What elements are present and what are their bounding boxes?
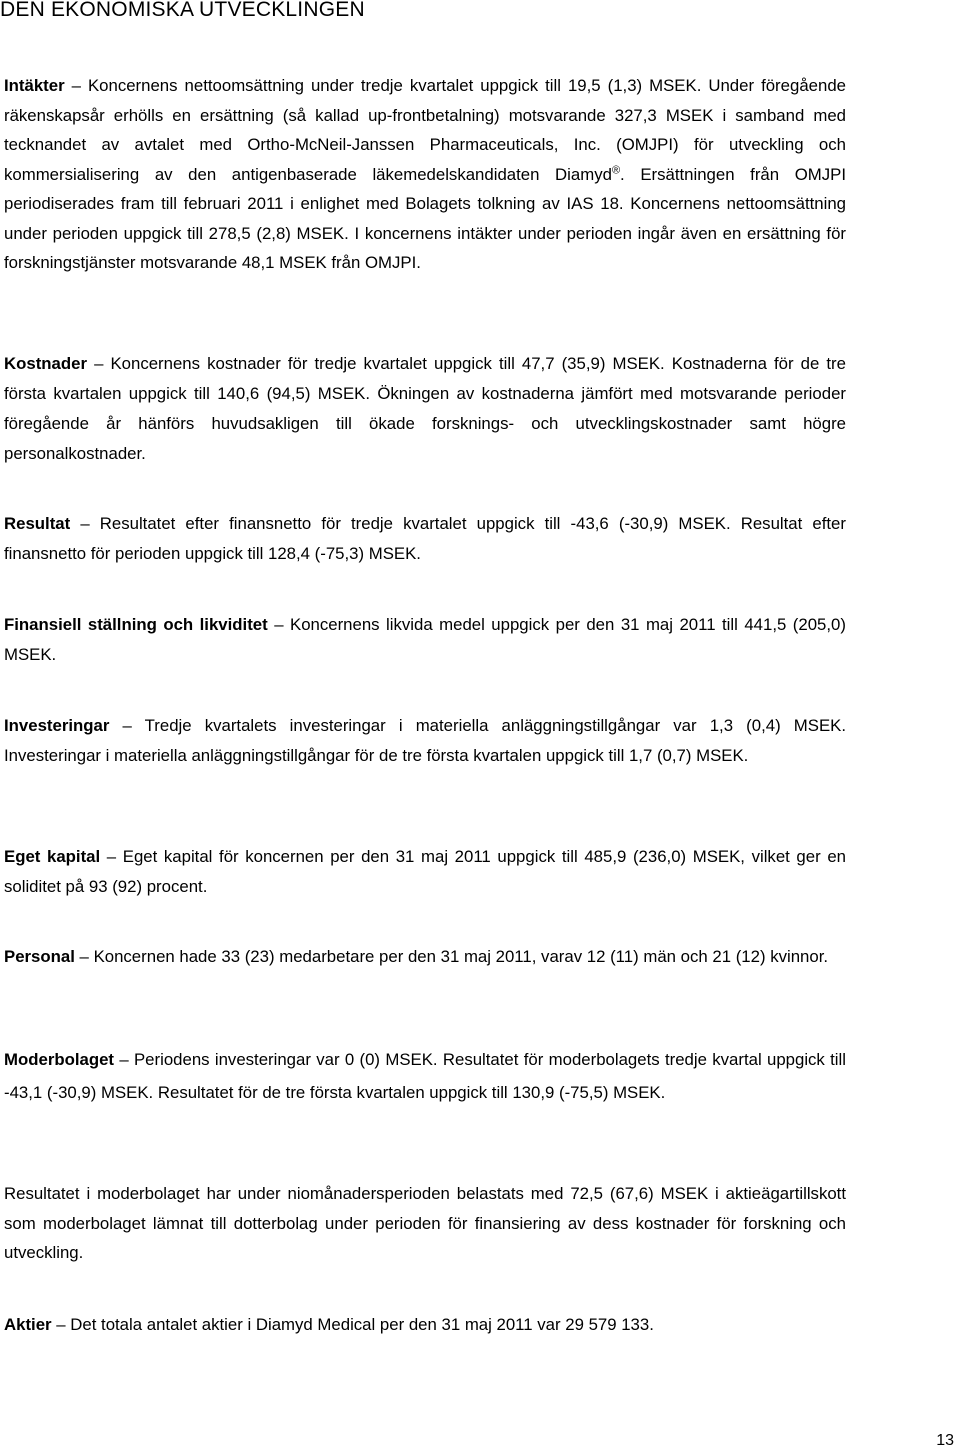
text-aktier: Det totala antalet aktier i Diamyd Medical per den 31 maj 2011 var 29 579 133. bbox=[70, 1315, 654, 1334]
paragraph-intakter bbox=[4, 71, 846, 278]
paragraph-eget-kapital bbox=[4, 842, 846, 902]
term-finansiell: Finansiell ställning och likviditet bbox=[4, 615, 268, 634]
text-investeringar: Tredje kvartalets investeringar i materiella anläggningstillgångar var 1,3 (0,4) MSEK. Investeringar i materiella anläggningstillgångar för de tre första kvartalen uppgick till 1,7 (0,7) MSEK. bbox=[4, 716, 846, 765]
paragraph-finansiell bbox=[4, 610, 846, 670]
term-eget-kapital: Eget kapital bbox=[4, 847, 101, 866]
paragraph-kostnader bbox=[4, 349, 846, 469]
dash: – bbox=[114, 1050, 134, 1069]
text-kostnader: Koncernens kostnader för tredje kvartalet uppgick till 47,7 (35,9) MSEK. Kostnaderna för de tre första kvartalen uppgick till 140,6 (94,5) MSEK. Ökningen av kostnaderna jämfört med motsvarande perioder föregående år hänförs huvudsakligen till ökade forsknings- och utvecklingskostnader samt högre personalkostnader. bbox=[4, 354, 846, 463]
term-investeringar: Investeringar bbox=[4, 716, 110, 735]
term-intakter: Intäkter bbox=[4, 76, 65, 95]
text-moderbolaget-2: Resultatet i moderbolaget har under niomånadersperioden belastats med 72,5 (67,6) MSEK i aktieägartillskott som moderbolaget lämnat till dotterbolag under perioden för finansiering av dess kostnader för forskning och utveckling. bbox=[4, 1184, 846, 1262]
text-personal: Koncernen hade 33 (23) medarbetare per den 31 maj 2011, varav 12 (11) män och 21 (12) kvinnor. bbox=[93, 947, 829, 966]
term-resultat: Resultat bbox=[4, 514, 71, 533]
paragraph-aktier bbox=[4, 1310, 846, 1340]
dash: – bbox=[109, 716, 145, 735]
dash: – bbox=[70, 514, 100, 533]
text-intakter-2: . Ersättningen från OMJPI periodiserades fram till februari 2011 i enlighet med Bolagets tolkning av IAS 18. Koncernens nettoomsättning under perioden uppgick till 278,5 (2,8) MSEK. I koncernens intäkter under perioden ingår även en ersättning för forskningstjänster motsvarande 48,1 MSEK från OMJPI. bbox=[4, 164, 846, 272]
dash: – bbox=[64, 76, 88, 95]
dash: – bbox=[267, 615, 290, 634]
text-resultat: Resultatet efter finansnetto för tredje kvartalet uppgick till -43,6 (-30,9) MSEK. Resultat efter finansnetto för perioden uppgick till 128,4 (-75,3) MSEK. bbox=[4, 514, 846, 563]
term-aktier: Aktier bbox=[4, 1315, 52, 1334]
term-personal: Personal bbox=[4, 947, 75, 966]
registered-mark: ® bbox=[611, 163, 621, 176]
text-intakter-1: Koncernens nettoomsättning under tredje kvartalet uppgick till 19,5 (1,3) MSEK. Under föregående räkenskapsår erhölls en ersättning (så kallad up-frontbetalning) motsvarande 327,3 MSEK i samband med tecknandet av avtalet med Ortho-McNeil-Janssen Pharmaceuticals, Inc. (OMJPI) för utveckling och kommersialisering av den antigenbaserade läkemedelskandidaten Diamyd bbox=[4, 76, 846, 184]
paragraph-moderbolaget-2 bbox=[4, 1179, 846, 1268]
text-eget-kapital: Eget kapital för koncernen per den 31 maj 2011 uppgick till 485,9 (236,0) MSEK, vilket ger en soliditet på 93 (92) procent. bbox=[4, 847, 846, 896]
term-moderbolaget: Moderbolaget bbox=[4, 1050, 115, 1069]
dash: – bbox=[100, 847, 123, 866]
section-heading: DEN EKONOMISKA UTVECKLINGEN bbox=[0, 0, 365, 21]
paragraph-investeringar bbox=[4, 711, 846, 771]
page-number: 13 bbox=[936, 1432, 954, 1449]
text-moderbolaget: Periodens investeringar var 0 (0) MSEK. Resultatet för moderbolagets tredje kvartal uppgick till -43,1 (-30,9) MSEK. Resultatet för de tre första kvartalen uppgick till 130,9 (-75,5) MSEK. bbox=[4, 1050, 846, 1102]
paragraph-moderbolaget bbox=[4, 1043, 846, 1109]
paragraph-resultat bbox=[4, 509, 846, 569]
dash: – bbox=[74, 947, 94, 966]
term-kostnader: Kostnader bbox=[4, 354, 87, 373]
dash: – bbox=[51, 1315, 71, 1334]
paragraph-personal bbox=[4, 942, 846, 972]
text-finansiell: Koncernens likvida medel uppgick per den 31 maj 2011 till 441,5 (205,0) MSEK. bbox=[4, 615, 846, 664]
dash: – bbox=[87, 354, 111, 373]
